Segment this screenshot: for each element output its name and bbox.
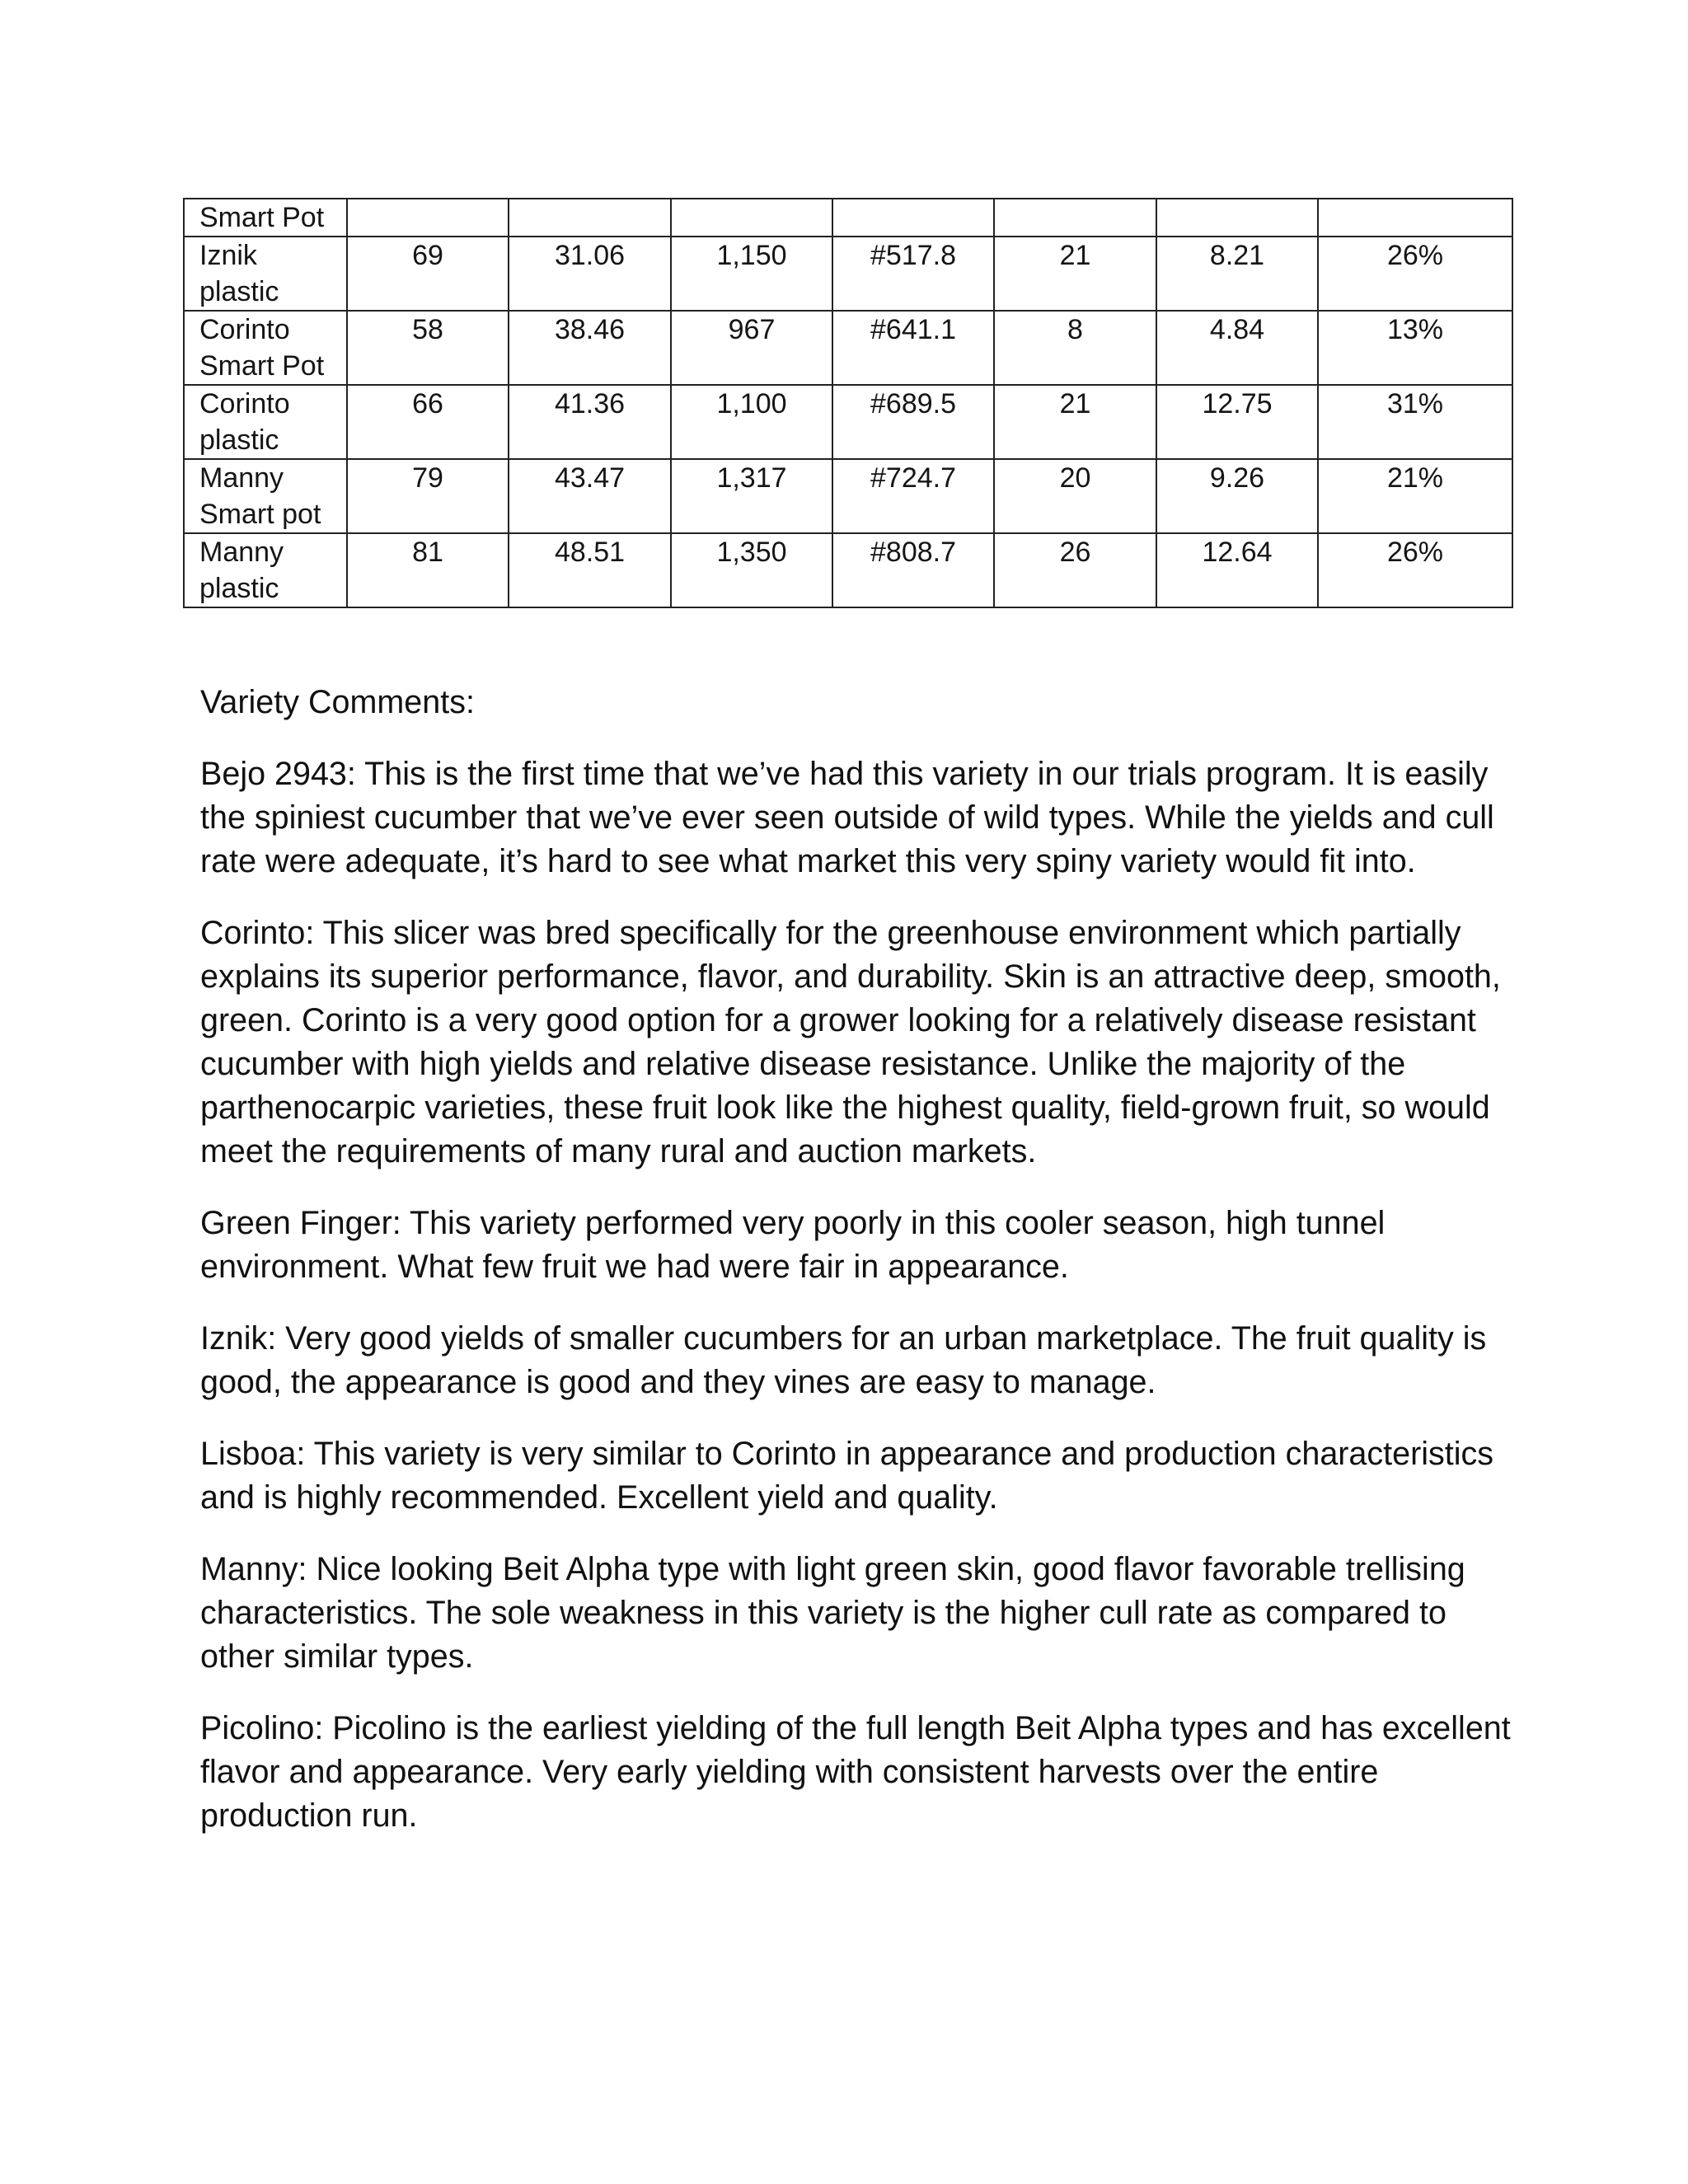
- value-cell: [347, 199, 509, 237]
- value-cell: #689.5: [832, 385, 994, 459]
- section-heading: Variety Comments:: [200, 684, 475, 720]
- value-cell: 21: [994, 237, 1156, 311]
- value-cell: [671, 199, 832, 237]
- value-cell: [1156, 199, 1318, 237]
- table-row: [184, 459, 1512, 533]
- variety-comments-section: [200, 681, 1519, 1866]
- value-cell: [509, 199, 671, 237]
- value-cell: 48.51: [509, 533, 671, 607]
- variety-line: Smart pot: [199, 499, 321, 530]
- variety-line: Smart Pot: [199, 202, 325, 233]
- table-row: [184, 311, 1512, 385]
- variety-line: Smart Pot: [199, 350, 325, 382]
- value-cell: 21%: [1318, 459, 1512, 533]
- variety-line: plastic: [199, 573, 279, 604]
- value-cell: 79: [347, 459, 509, 533]
- variety-line: Corinto: [199, 388, 290, 419]
- comment-paragraph: Manny: Nice looking Beit Alpha type with light green skin, good flavor favorable trellising characteristics. The sole weakness in this variety is the higher cull rate as compared to other similar types.: [200, 1551, 1465, 1675]
- variety-line: Manny: [199, 537, 284, 568]
- table-row: [184, 237, 1512, 311]
- value-cell: 1,100: [671, 385, 832, 459]
- value-cell: 31.06: [509, 237, 671, 311]
- table-row: [184, 533, 1512, 607]
- table-row: [184, 385, 1512, 459]
- value-cell: 12.64: [1156, 533, 1318, 607]
- variety-line: plastic: [199, 276, 279, 307]
- value-cell: 4.84: [1156, 311, 1318, 385]
- value-cell: 26%: [1318, 237, 1512, 311]
- variety-cell: [184, 237, 347, 311]
- value-cell: [994, 199, 1156, 237]
- value-cell: 58: [347, 311, 509, 385]
- value-cell: 12.75: [1156, 385, 1318, 459]
- comment-paragraph: Green Finger: This variety performed very poorly in this cooler season, high tunnel environment. What few fruit we had were fair in appearance.: [200, 1205, 1386, 1285]
- value-cell: [1318, 199, 1512, 237]
- value-cell: 41.36: [509, 385, 671, 459]
- variety-cell: [184, 459, 347, 533]
- value-cell: 26: [994, 533, 1156, 607]
- value-cell: 1,150: [671, 237, 832, 311]
- value-cell: 38.46: [509, 311, 671, 385]
- value-cell: 20: [994, 459, 1156, 533]
- variety-line: Corinto: [199, 314, 290, 345]
- value-cell: 8.21: [1156, 237, 1318, 311]
- variety-trial-table: [183, 198, 1513, 608]
- comment-paragraph: Corinto: This slicer was bred specifically for the greenhouse environment which partially explains its superior performance, flavor, and durability. Skin is an attractive deep, smooth, green. Corinto is a very good option for a grower looking for a relatively disease resistant cucumber with high yields and relative disease resistance. Unlike the majority of the parthenocarpic varieties, these fruit look like the highest quality, field-grown fruit, so would meet the requirements of many rural and auction markets.: [200, 915, 1501, 1169]
- variety-cell: [184, 533, 347, 607]
- value-cell: [832, 199, 994, 237]
- value-cell: 69: [347, 237, 509, 311]
- comment-paragraph: Picolino: Picolino is the earliest yielding of the full length Beit Alpha types and has excellent flavor and appearance. Very early yielding with consistent harvests over the entire production run.: [200, 1710, 1511, 1834]
- value-cell: 13%: [1318, 311, 1512, 385]
- variety-line: plastic: [199, 424, 279, 456]
- value-cell: 31%: [1318, 385, 1512, 459]
- value-cell: 21: [994, 385, 1156, 459]
- value-cell: 1,350: [671, 533, 832, 607]
- value-cell: 9.26: [1156, 459, 1318, 533]
- value-cell: 81: [347, 533, 509, 607]
- comment-paragraph: Iznik: Very good yields of smaller cucumbers for an urban marketplace. The fruit quality is good, the appearance is good and they vines are easy to manage.: [200, 1320, 1487, 1400]
- value-cell: #517.8: [832, 237, 994, 311]
- value-cell: 66: [347, 385, 509, 459]
- value-cell: 43.47: [509, 459, 671, 533]
- table-row: [184, 199, 1512, 237]
- value-cell: #808.7: [832, 533, 994, 607]
- comment-paragraph: Lisboa: This variety is very similar to Corinto in appearance and production characteristics and is highly recommended. Excellent yield and quality.: [200, 1436, 1494, 1516]
- value-cell: 8: [994, 311, 1156, 385]
- variety-line: Iznik: [199, 240, 257, 271]
- variety-cell: [184, 311, 347, 385]
- variety-cell: [184, 385, 347, 459]
- comment-paragraph: Bejo 2943: This is the first time that we’ve had this variety in our trials program. It is easily the spiniest cucumber that we’ve ever seen outside of wild types. While the yields and cull rate were adequate, it’s hard to see what market this very spiny variety would fit into.: [200, 756, 1494, 879]
- value-cell: 967: [671, 311, 832, 385]
- variety-line: Manny: [199, 462, 284, 494]
- value-cell: 26%: [1318, 533, 1512, 607]
- value-cell: 1,317: [671, 459, 832, 533]
- variety-cell: [184, 199, 347, 237]
- value-cell: #724.7: [832, 459, 994, 533]
- value-cell: #641.1: [832, 311, 994, 385]
